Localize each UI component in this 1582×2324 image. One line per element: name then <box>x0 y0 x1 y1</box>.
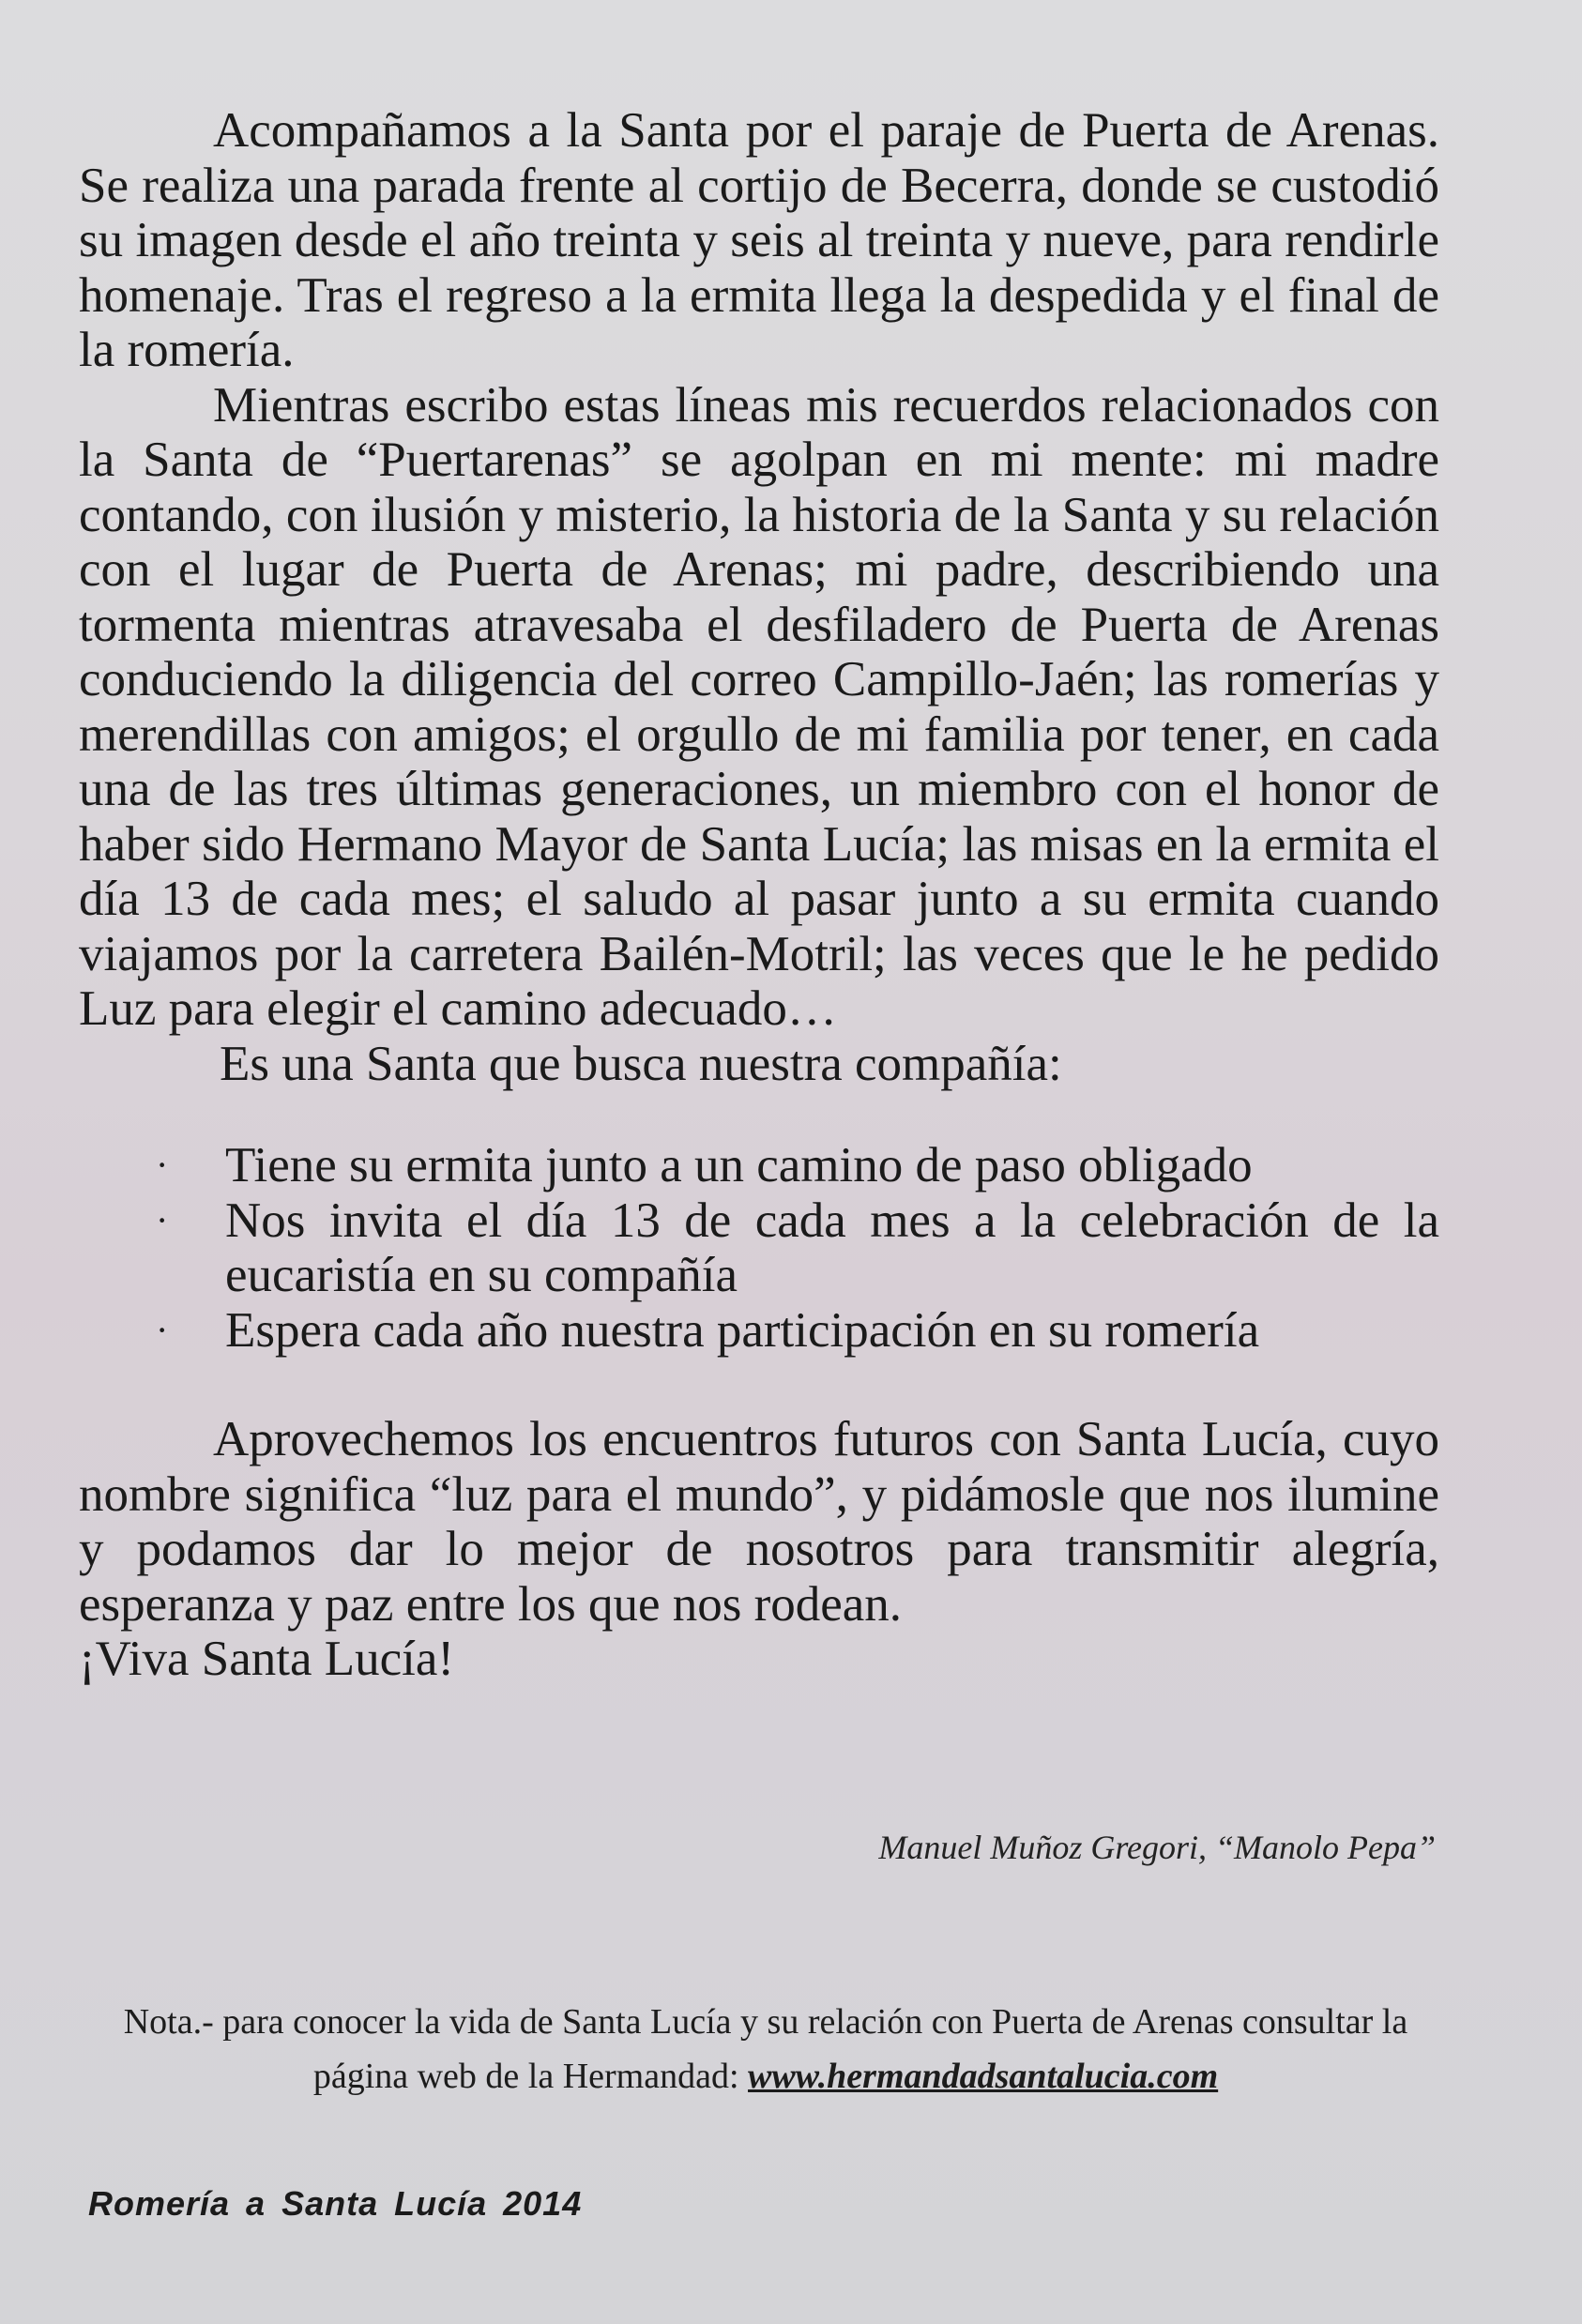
list-item-text: Nos invita el día 13 de cada mes a la celebración de la eucaristía en su compañía <box>225 1192 1439 1302</box>
paragraph-closing: Aprovechemos los encuentros futuros con Santa Lucía, cuyo nombre significa “luz para el mundo”, y pidámosle que nos ilumine y podamos dar lo mejor de nosotros para transmitir alegría, esperanza y paz entre los que nos rodean. <box>79 1412 1439 1632</box>
bullet-marker: · <box>156 1144 169 1186</box>
page-footer: Romería a Santa Lucía 2014 <box>88 2184 583 2223</box>
paragraph-recuerdos: Mientras escribo estas líneas mis recuerdos relacionados con la Santa de “Puertarenas” se agolpan en mi mente: mi madre contando, con ilusión y misterio, la historia de la Santa y su relación con el lugar de Puerta de Arenas; mi padre, describiendo una tormenta mientras atravesaba el desfiladero de Puerta de Arenas conduciendo la diligencia del correo Campillo-Jaén; las romerías y merendillas con amigos; el orgullo de mi familia por tener, en cada una de las tres últimas generaciones, un miembro con el honor de haber sido Hermano Mayor de Santa Lucía; las misas en la ermita el día 13 de cada mes; el saludo al pasar junto a su ermita cuando viajamos por la carretera Bailén-Motril; las veces que le he pedido Luz para elegir el camino adecuado… <box>79 377 1439 1036</box>
list-intro: Es una Santa que busca nuestra compañía: <box>220 1036 1062 1091</box>
bullet-list <box>79 1138 1439 1358</box>
list-item-text: Tiene su ermita junto a un camino de paso obligado <box>225 1138 1253 1192</box>
viva-exclamation: ¡Viva Santa Lucía! <box>79 1632 455 1686</box>
bullet-marker: · <box>156 1308 169 1351</box>
closing-section <box>79 1412 1439 1687</box>
note <box>90 1995 1441 2104</box>
author-signature: Manuel Muñoz Gregori, “Manolo Pepa” <box>878 1829 1436 1866</box>
website-link[interactable]: www.hermandadsantalucia.com <box>748 2057 1219 2096</box>
document-body <box>79 103 1439 1687</box>
note-text: Nota.- para conocer la vida de Santa Lucía y su relación con Puerta de Arenas consultar la página web de la Hermandad: <box>123 2002 1408 2096</box>
list-item <box>79 1193 1439 1303</box>
paragraph-romeria: Acompañamos a la Santa por el paraje de Puerta de Arenas. Se realiza una parada frente al cortijo de Becerra, donde se custodió su imagen desde el año treinta y seis al treinta y nueve, para rendirle homenaje. Tras el regreso a la ermita llega la despedida y el final de la romería. <box>79 103 1439 377</box>
list-item-text: Espera cada año nuestra participación en su romería <box>225 1302 1260 1358</box>
list-item <box>79 1303 1439 1359</box>
list-item <box>79 1138 1439 1193</box>
bullet-marker: · <box>156 1198 169 1241</box>
